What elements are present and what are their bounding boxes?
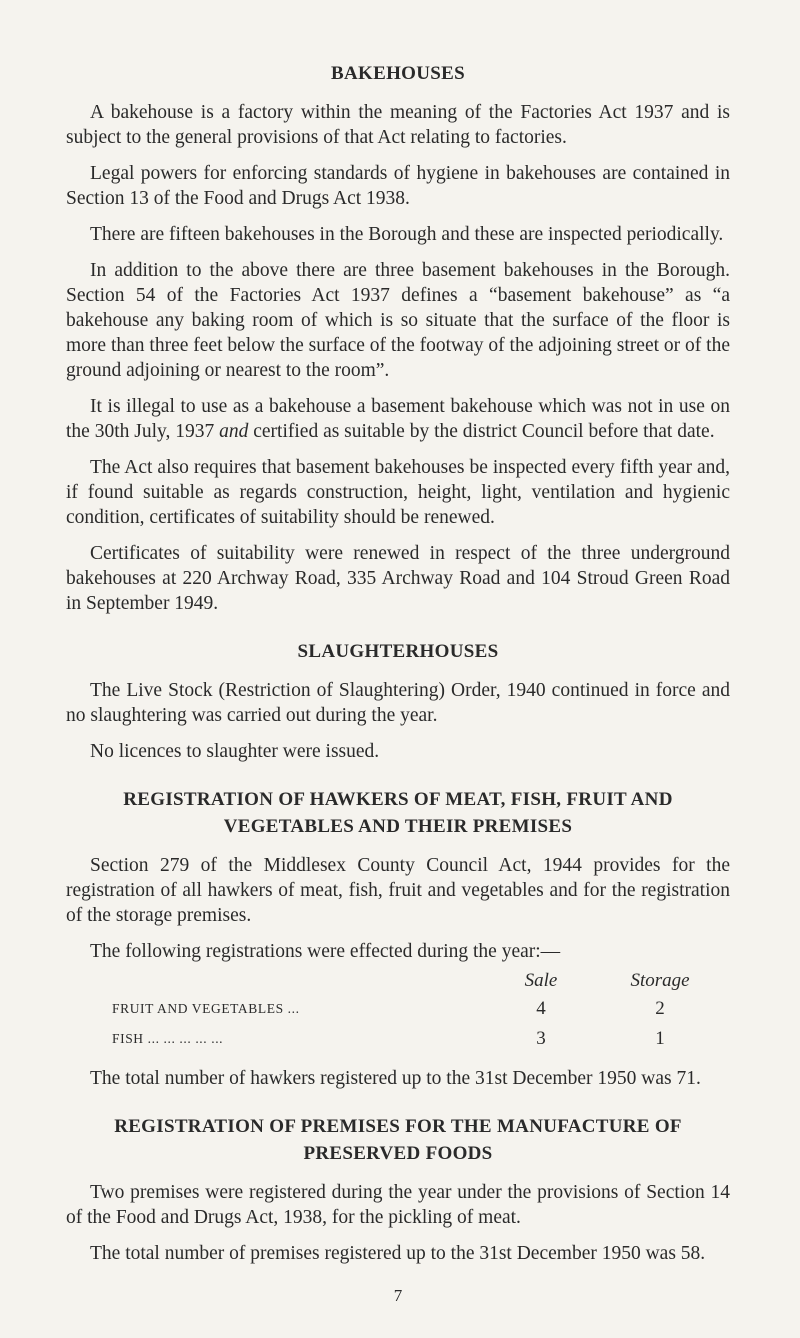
bakehouses-paragraph-5-start: It is illegal to use as a bakehouse a basement bakehouse which was not in use on the 30th July, 1937 — [66, 396, 730, 442]
table-header-sale: Sale — [524, 970, 558, 991]
hawkers-paragraph-1: Section 279 of the Middlesex County Council Act, 1944 provides for the registration of all hawkers of meat, fish, fruit and vegetables and for the registration of the storage premises. — [66, 855, 730, 926]
bakehouses-paragraph-2: Legal powers for enforcing standards of hygiene in bakehouses are contained in Section 13 of the Food and Drugs Act 1938. — [66, 163, 730, 209]
bakehouses-paragraph-7: Certificates of suitability were renewed in respect of the three underground bakehouses at 220 Archway Road, 335 Archway Road and 104 Stroud Green Road in September 1949. — [66, 543, 730, 614]
table-row-sale: 3 — [536, 1028, 546, 1049]
slaughterhouses-paragraph-1: The Live Stock (Restriction of Slaughtering) Order, 1940 continued in force and no slaughtering was carried out during the year. — [66, 680, 730, 726]
table-row-storage: 2 — [655, 998, 665, 1019]
bakehouses-paragraph-1: A bakehouse is a factory within the meaning of the Factories Act 1937 and is subject to the general provisions of that Act relating to factories. — [66, 102, 730, 148]
hawkers-paragraph-2: The following registrations were effected during the year:— — [90, 941, 561, 962]
hawkers-heading: REGISTRATION OF HAWKERS OF MEAT, FISH, FRUIT AND VEGETABLES AND THEIR PREMISES — [123, 789, 673, 837]
registrations-table — [66, 968, 720, 1054]
table-row-label: FISH ... ... ... ... ... — [112, 1031, 224, 1046]
preserved-foods-paragraph-2: The total number of premises registered up to the 31st December 1950 was 58. — [90, 1243, 706, 1264]
slaughterhouses-heading: SLAUGHTERHOUSES — [297, 641, 499, 662]
bakehouses-paragraph-5-end: certified as suitable by the district Council before that date. — [248, 421, 715, 442]
registrations-table-header — [66, 968, 720, 994]
bakehouses-paragraph-3: There are fifteen bakehouses in the Borough and these are inspected periodically. — [90, 224, 724, 245]
table-row-label: FRUIT AND VEGETABLES ... — [112, 1001, 300, 1016]
slaughterhouses-paragraph-2: No licences to slaughter were issued. — [90, 741, 380, 762]
bakehouses-paragraph-6: The Act also requires that basement bakehouses be inspected every fifth year and, if found suitable as regards construction, height, light, ventilation and hygienic condition, certificates of suitability should be renewed. — [66, 457, 730, 528]
table-row — [66, 994, 720, 1024]
preserved-foods-heading: REGISTRATION OF PREMISES FOR THE MANUFACTURE OF PRESERVED FOODS — [114, 1116, 682, 1164]
page-number: 7 — [393, 1286, 403, 1305]
table-header-storage: Storage — [630, 970, 690, 991]
bakehouses-heading: BAKEHOUSES — [331, 63, 465, 84]
hawkers-paragraph-3: The total number of hawkers registered up to the 31st December 1950 was 71. — [90, 1068, 701, 1089]
bakehouses-paragraph-5 — [66, 394, 730, 444]
table-row-sale: 4 — [536, 998, 546, 1019]
table-row — [66, 1024, 720, 1054]
bakehouses-paragraph-4: In addition to the above there are three basement bakehouses in the Borough. Section 54 of the Factories Act 1937 defines a “basement bakehouse” as “a bakehouse any baking room of which is so situate that the surface of the floor is more than three feet below the surface of the footway of the adjoining street or of the ground adjoining or nearest to the room”. — [66, 260, 730, 381]
table-row-storage: 1 — [655, 1028, 665, 1049]
table-header-blank — [66, 968, 482, 994]
preserved-foods-paragraph-1: Two premises were registered during the year under the provisions of Section 14 of the Food and Drugs Act, 1938, for the pickling of meat. — [66, 1182, 730, 1228]
bakehouses-paragraph-5-emphasis: and — [219, 421, 249, 442]
